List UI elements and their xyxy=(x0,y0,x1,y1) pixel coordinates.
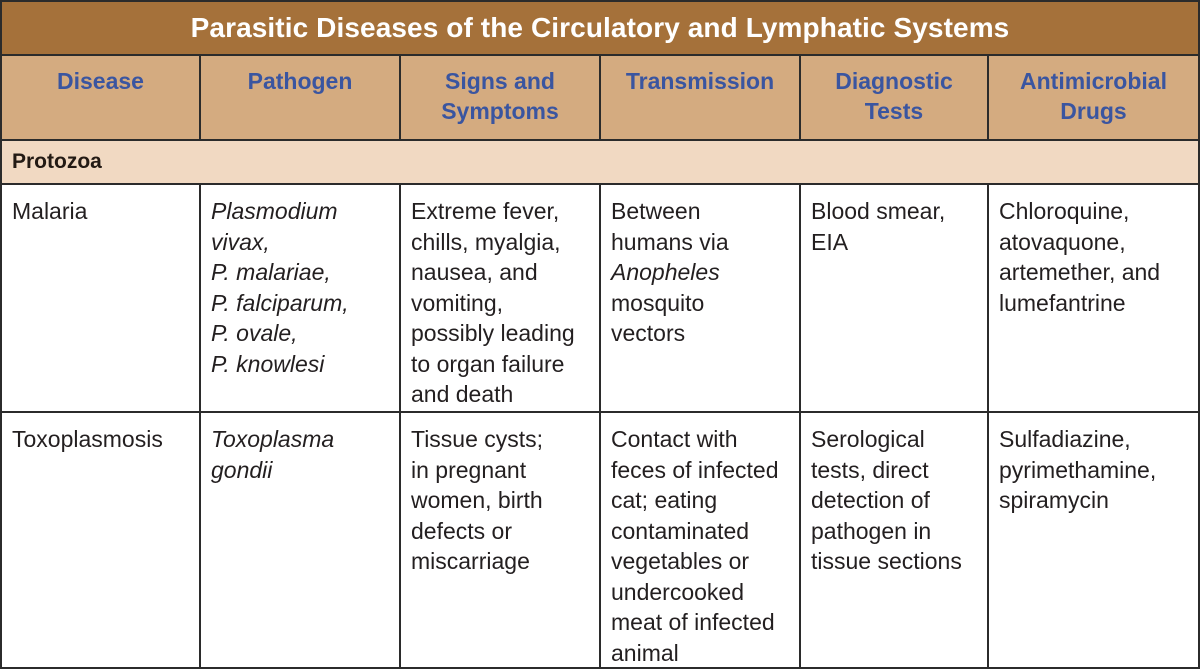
cell-line: vegetables or xyxy=(611,548,750,574)
cell-diagnostic xyxy=(800,412,988,668)
col-header-disease-label: Disease xyxy=(57,68,144,94)
cell-line: vomiting, xyxy=(411,289,504,316)
cell-line: vectors xyxy=(611,320,686,346)
cell-line: cat; eating xyxy=(611,487,718,513)
table-title: Parasitic Diseases of the Circulatory and Lymphatic Systems xyxy=(2,2,1198,56)
cell-drugs xyxy=(988,184,1198,412)
col-header-signs-line: Symptoms xyxy=(441,98,559,124)
cell-line: vivax, xyxy=(211,228,270,255)
cell-line: EIA xyxy=(811,228,849,255)
table-row xyxy=(2,412,1198,668)
cell-line: pathogen in xyxy=(811,517,932,544)
cell-drugs xyxy=(988,412,1198,668)
col-header-disease xyxy=(2,56,200,140)
cell-line: humans via xyxy=(611,228,729,255)
cell-line: women, birth xyxy=(411,487,543,513)
cell-line: animal xyxy=(611,639,679,666)
col-header-diagnostic-line: Tests xyxy=(864,98,924,124)
cell-line: possibly leading xyxy=(411,320,575,346)
col-header-signs xyxy=(400,56,600,140)
cell-line: detection of xyxy=(811,487,930,513)
cell-line: Toxoplasma xyxy=(211,426,335,452)
cell-disease: Toxoplasmosis xyxy=(2,412,200,668)
col-header-transmission-label: Transmission xyxy=(625,68,775,94)
cell-line: lumefantrine xyxy=(999,289,1126,316)
cell-disease: Malaria xyxy=(2,184,200,412)
cell-line: Anopheles xyxy=(611,259,720,285)
cell-line: feces of infected xyxy=(611,456,779,483)
cell-line: gondii xyxy=(211,456,273,483)
cell-pathogen xyxy=(200,412,400,668)
col-header-pathogen xyxy=(200,56,400,140)
cell-line: in pregnant xyxy=(411,456,527,483)
header-row xyxy=(2,56,1198,140)
cell-line: Plasmodium xyxy=(211,198,338,224)
col-header-drugs-line: Antimicrobial xyxy=(1020,68,1167,94)
col-header-drugs-line: Drugs xyxy=(1060,98,1127,124)
cell-line: Extreme fever, xyxy=(411,198,560,224)
cell-line: Between xyxy=(611,198,701,224)
cell-line: contaminated xyxy=(611,517,750,544)
cell-line: mosquito xyxy=(611,289,705,316)
cell-line: Sulfadiazine, xyxy=(999,426,1131,452)
col-header-signs-line: Signs and xyxy=(445,68,555,94)
cell-pathogen xyxy=(200,184,400,412)
cell-line: defects or xyxy=(411,517,512,544)
col-header-diagnostic-line: Diagnostic xyxy=(835,68,953,94)
cell-signs xyxy=(400,412,600,668)
data-table xyxy=(2,56,1198,668)
cell-line: and death xyxy=(411,381,514,407)
cell-line: P. knowlesi xyxy=(211,350,325,377)
cell-line: to organ failure xyxy=(411,350,565,377)
cell-line: artemether, and xyxy=(999,259,1161,285)
section-label: Protozoa xyxy=(2,140,1198,184)
cell-line: Contact with xyxy=(611,426,738,452)
cell-line: Tissue cysts; xyxy=(411,426,544,452)
cell-line: Chloroquine, xyxy=(999,198,1130,224)
cell-transmission xyxy=(600,184,800,412)
cell-transmission xyxy=(600,412,800,668)
section-row xyxy=(2,140,1198,184)
cell-line: pyrimethamine, xyxy=(999,456,1157,483)
cell-line: miscarriage xyxy=(411,548,530,574)
cell-line: nausea, and xyxy=(411,259,538,285)
table-row xyxy=(2,184,1198,412)
cell-line: meat of infected xyxy=(611,609,775,635)
cell-line: tissue sections xyxy=(811,548,962,574)
cell-line: P. ovale, xyxy=(211,320,298,346)
col-header-transmission xyxy=(600,56,800,140)
cell-line: P. malariae, xyxy=(211,259,331,285)
cell-line: tests, direct xyxy=(811,456,929,483)
col-header-diagnostic xyxy=(800,56,988,140)
cell-line: P. falciparum, xyxy=(211,289,349,316)
cell-line: Blood smear, xyxy=(811,198,946,224)
cell-line: Serological xyxy=(811,426,925,452)
cell-signs xyxy=(400,184,600,412)
cell-line: atovaquone, xyxy=(999,228,1126,255)
col-header-drugs xyxy=(988,56,1198,140)
col-header-pathogen-label: Pathogen xyxy=(247,68,353,94)
cell-line: chills, myalgia, xyxy=(411,228,561,255)
cell-diagnostic xyxy=(800,184,988,412)
cell-line: spiramycin xyxy=(999,487,1109,513)
cell-line: undercooked xyxy=(611,578,744,605)
